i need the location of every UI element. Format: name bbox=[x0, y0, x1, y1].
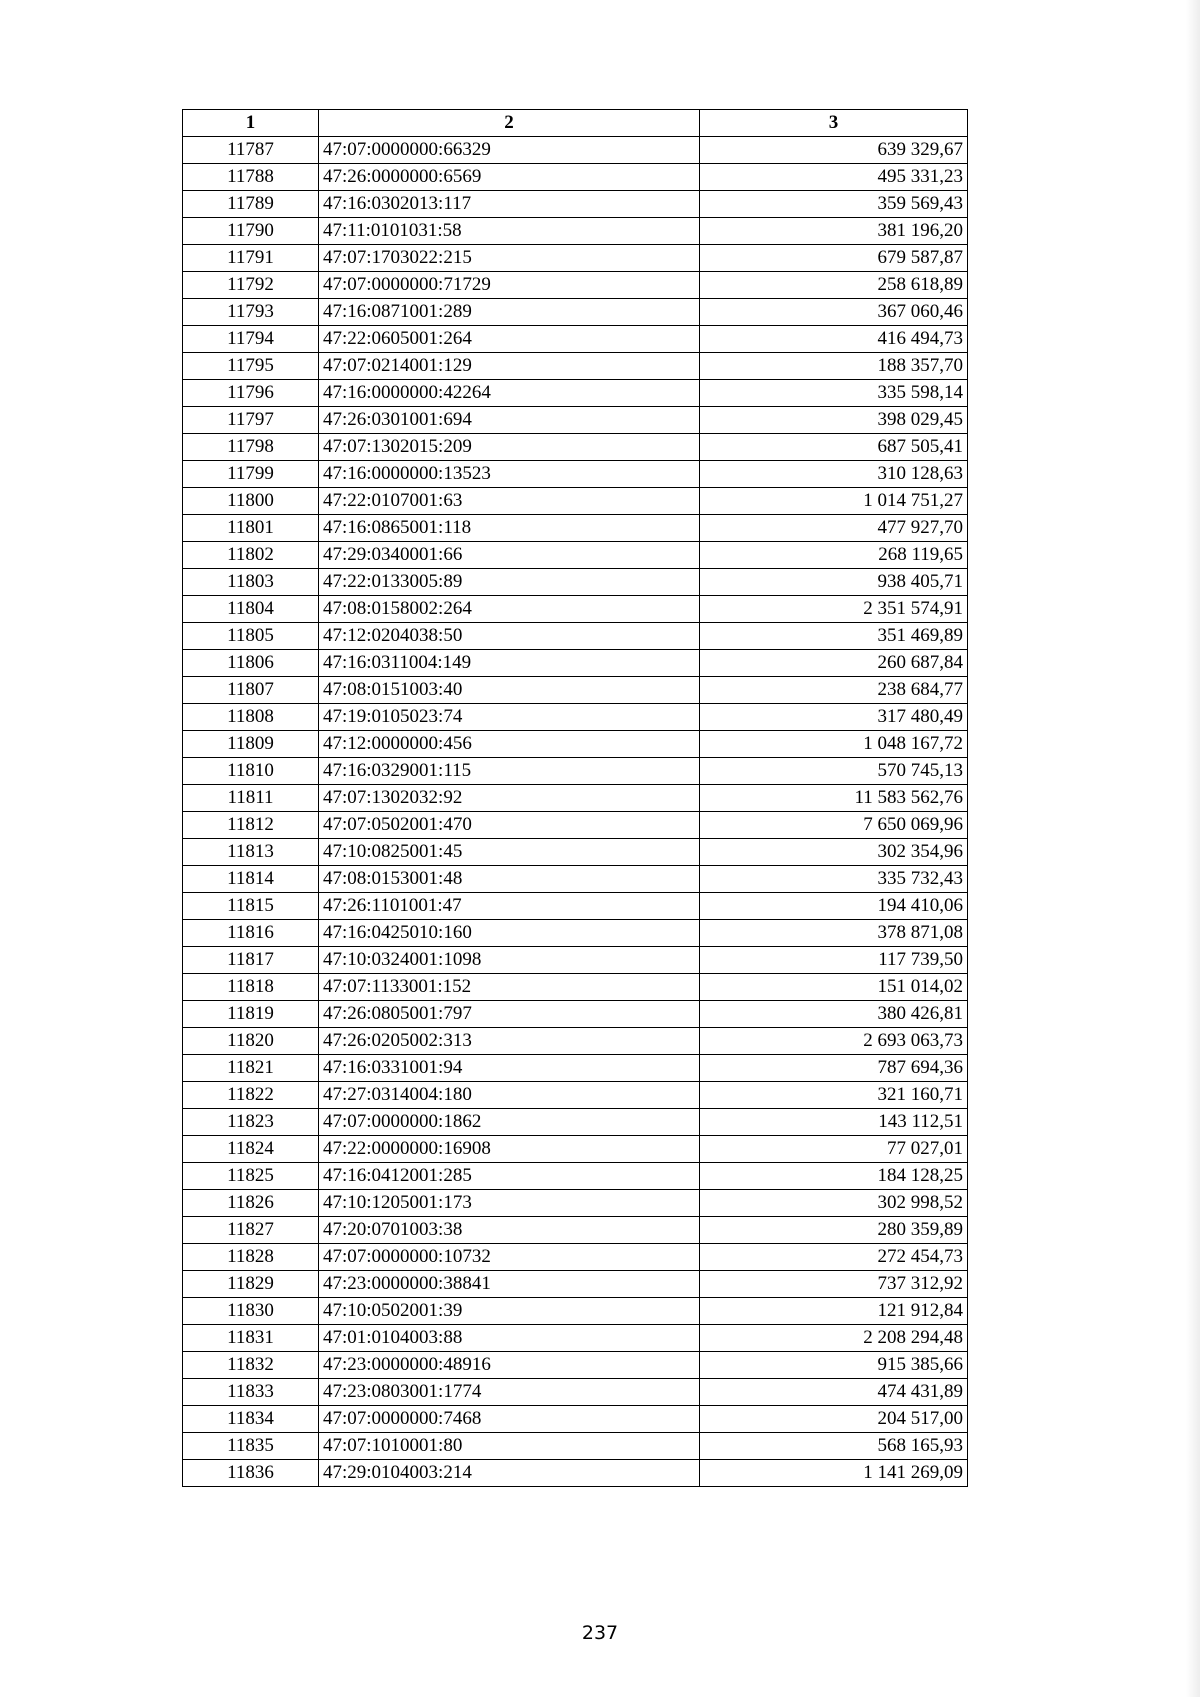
cadastral-number-cell: 47:07:0000000:66329 bbox=[319, 137, 700, 164]
cadastral-number-cell: 47:16:0871001:289 bbox=[319, 299, 700, 326]
cadastral-number-cell: 47:07:1010001:80 bbox=[319, 1433, 700, 1460]
value-cell: 570 745,13 bbox=[700, 758, 968, 785]
row-number-cell: 11812 bbox=[183, 812, 319, 839]
table-row bbox=[183, 1460, 968, 1487]
row-number-cell: 11821 bbox=[183, 1055, 319, 1082]
row-number-cell: 11814 bbox=[183, 866, 319, 893]
row-number-cell: 11804 bbox=[183, 596, 319, 623]
table-row bbox=[183, 839, 968, 866]
header-row bbox=[183, 110, 968, 137]
value-cell: 184 128,25 bbox=[700, 1163, 968, 1190]
table-row bbox=[183, 191, 968, 218]
value-cell: 7 650 069,96 bbox=[700, 812, 968, 839]
cadastral-number-cell: 47:16:0412001:285 bbox=[319, 1163, 700, 1190]
value-cell: 474 431,89 bbox=[700, 1379, 968, 1406]
cadastral-number-cell: 47:07:0000000:1862 bbox=[319, 1109, 700, 1136]
cadastral-number-cell: 47:10:0502001:39 bbox=[319, 1298, 700, 1325]
table-row bbox=[183, 407, 968, 434]
cadastral-number-cell: 47:08:0153001:48 bbox=[319, 866, 700, 893]
cadastral-number-cell: 47:19:0105023:74 bbox=[319, 704, 700, 731]
table-row bbox=[183, 623, 968, 650]
table-row bbox=[183, 1190, 968, 1217]
cadastral-number-cell: 47:22:0000000:16908 bbox=[319, 1136, 700, 1163]
value-cell: 398 029,45 bbox=[700, 407, 968, 434]
value-cell: 787 694,36 bbox=[700, 1055, 968, 1082]
value-cell: 1 141 269,09 bbox=[700, 1460, 968, 1487]
cadastral-number-cell: 47:27:0314004:180 bbox=[319, 1082, 700, 1109]
cadastral-number-cell: 47:10:1205001:173 bbox=[319, 1190, 700, 1217]
value-cell: 568 165,93 bbox=[700, 1433, 968, 1460]
row-number-cell: 11801 bbox=[183, 515, 319, 542]
table-row bbox=[183, 326, 968, 353]
table-row bbox=[183, 758, 968, 785]
value-cell: 938 405,71 bbox=[700, 569, 968, 596]
table-row bbox=[183, 461, 968, 488]
row-number-cell: 11799 bbox=[183, 461, 319, 488]
row-number-cell: 11805 bbox=[183, 623, 319, 650]
cadastral-number-cell: 47:08:0151003:40 bbox=[319, 677, 700, 704]
table-row bbox=[183, 515, 968, 542]
row-number-cell: 11820 bbox=[183, 1028, 319, 1055]
table-row bbox=[183, 1217, 968, 1244]
value-cell: 687 505,41 bbox=[700, 434, 968, 461]
table-row bbox=[183, 1028, 968, 1055]
cadastral-number-cell: 47:07:1302015:209 bbox=[319, 434, 700, 461]
column-header-1: 1 bbox=[183, 110, 319, 137]
table-row bbox=[183, 1055, 968, 1082]
page-edge-shadow bbox=[1186, 0, 1200, 1697]
table-row bbox=[183, 1352, 968, 1379]
column-header-3: 3 bbox=[700, 110, 968, 137]
value-cell: 117 739,50 bbox=[700, 947, 968, 974]
value-cell: 1 048 167,72 bbox=[700, 731, 968, 758]
table-body bbox=[183, 137, 968, 1487]
value-cell: 272 454,73 bbox=[700, 1244, 968, 1271]
row-number-cell: 11795 bbox=[183, 353, 319, 380]
table-row bbox=[183, 1109, 968, 1136]
row-number-cell: 11808 bbox=[183, 704, 319, 731]
table-row bbox=[183, 434, 968, 461]
cadastral-number-cell: 47:23:0803001:1774 bbox=[319, 1379, 700, 1406]
table-row bbox=[183, 1244, 968, 1271]
value-cell: 737 312,92 bbox=[700, 1271, 968, 1298]
table-row bbox=[183, 569, 968, 596]
cadastral-number-cell: 47:23:0000000:38841 bbox=[319, 1271, 700, 1298]
cadastral-number-cell: 47:26:0301001:694 bbox=[319, 407, 700, 434]
row-number-cell: 11834 bbox=[183, 1406, 319, 1433]
cadastral-number-cell: 47:26:1101001:47 bbox=[319, 893, 700, 920]
table-row bbox=[183, 1379, 968, 1406]
table-row bbox=[183, 218, 968, 245]
cadastral-number-cell: 47:16:0865001:118 bbox=[319, 515, 700, 542]
cadastral-number-cell: 47:11:0101031:58 bbox=[319, 218, 700, 245]
cadastral-number-cell: 47:16:0329001:115 bbox=[319, 758, 700, 785]
table-row bbox=[183, 812, 968, 839]
value-cell: 151 014,02 bbox=[700, 974, 968, 1001]
row-number-cell: 11809 bbox=[183, 731, 319, 758]
cadastral-number-cell: 47:07:1302032:92 bbox=[319, 785, 700, 812]
value-cell: 2 208 294,48 bbox=[700, 1325, 968, 1352]
page-number: 237 bbox=[581, 1622, 619, 1644]
cadastral-number-cell: 47:07:0000000:71729 bbox=[319, 272, 700, 299]
table-row bbox=[183, 299, 968, 326]
table-row bbox=[183, 947, 968, 974]
cadastral-number-cell: 47:26:0805001:797 bbox=[319, 1001, 700, 1028]
value-cell: 915 385,66 bbox=[700, 1352, 968, 1379]
value-cell: 143 112,51 bbox=[700, 1109, 968, 1136]
table-row bbox=[183, 1406, 968, 1433]
value-cell: 378 871,08 bbox=[700, 920, 968, 947]
row-number-cell: 11826 bbox=[183, 1190, 319, 1217]
row-number-cell: 11788 bbox=[183, 164, 319, 191]
value-cell: 2 693 063,73 bbox=[700, 1028, 968, 1055]
value-cell: 381 196,20 bbox=[700, 218, 968, 245]
value-cell: 121 912,84 bbox=[700, 1298, 968, 1325]
cadastral-number-cell: 47:22:0107001:63 bbox=[319, 488, 700, 515]
cadastral-number-cell: 47:26:0000000:6569 bbox=[319, 164, 700, 191]
value-cell: 258 618,89 bbox=[700, 272, 968, 299]
row-number-cell: 11832 bbox=[183, 1352, 319, 1379]
table-header bbox=[183, 110, 968, 137]
cadastral-number-cell: 47:16:0311004:149 bbox=[319, 650, 700, 677]
value-cell: 380 426,81 bbox=[700, 1001, 968, 1028]
cadastral-number-cell: 47:22:0605001:264 bbox=[319, 326, 700, 353]
row-number-cell: 11815 bbox=[183, 893, 319, 920]
value-cell: 477 927,70 bbox=[700, 515, 968, 542]
table-row bbox=[183, 1433, 968, 1460]
row-number-cell: 11824 bbox=[183, 1136, 319, 1163]
row-number-cell: 11810 bbox=[183, 758, 319, 785]
table-row bbox=[183, 353, 968, 380]
cadastral-number-cell: 47:08:0158002:264 bbox=[319, 596, 700, 623]
row-number-cell: 11833 bbox=[183, 1379, 319, 1406]
row-number-cell: 11803 bbox=[183, 569, 319, 596]
table-row bbox=[183, 542, 968, 569]
table-row bbox=[183, 1271, 968, 1298]
value-cell: 204 517,00 bbox=[700, 1406, 968, 1433]
row-number-cell: 11817 bbox=[183, 947, 319, 974]
table-row bbox=[183, 731, 968, 758]
row-number-cell: 11807 bbox=[183, 677, 319, 704]
table-row bbox=[183, 866, 968, 893]
value-cell: 11 583 562,76 bbox=[700, 785, 968, 812]
cadastral-number-cell: 47:07:0000000:7468 bbox=[319, 1406, 700, 1433]
row-number-cell: 11790 bbox=[183, 218, 319, 245]
row-number-cell: 11791 bbox=[183, 245, 319, 272]
row-number-cell: 11818 bbox=[183, 974, 319, 1001]
table-row bbox=[183, 1298, 968, 1325]
cadastral-number-cell: 47:16:0302013:117 bbox=[319, 191, 700, 218]
table-row bbox=[183, 1163, 968, 1190]
row-number-cell: 11836 bbox=[183, 1460, 319, 1487]
cadastral-number-cell: 47:07:0000000:10732 bbox=[319, 1244, 700, 1271]
table-row bbox=[183, 596, 968, 623]
table-row bbox=[183, 704, 968, 731]
table-row bbox=[183, 1001, 968, 1028]
data-table bbox=[182, 109, 968, 1487]
row-number-cell: 11811 bbox=[183, 785, 319, 812]
value-cell: 359 569,43 bbox=[700, 191, 968, 218]
value-cell: 416 494,73 bbox=[700, 326, 968, 353]
value-cell: 679 587,87 bbox=[700, 245, 968, 272]
cadastral-number-cell: 47:23:0000000:48916 bbox=[319, 1352, 700, 1379]
cadastral-number-cell: 47:10:0825001:45 bbox=[319, 839, 700, 866]
cadastral-number-cell: 47:29:0340001:66 bbox=[319, 542, 700, 569]
row-number-cell: 11829 bbox=[183, 1271, 319, 1298]
row-number-cell: 11787 bbox=[183, 137, 319, 164]
cadastral-number-cell: 47:07:0214001:129 bbox=[319, 353, 700, 380]
table-row bbox=[183, 1082, 968, 1109]
row-number-cell: 11823 bbox=[183, 1109, 319, 1136]
table-row bbox=[183, 785, 968, 812]
cadastral-number-cell: 47:07:1703022:215 bbox=[319, 245, 700, 272]
value-cell: 310 128,63 bbox=[700, 461, 968, 488]
value-cell: 77 027,01 bbox=[700, 1136, 968, 1163]
value-cell: 188 357,70 bbox=[700, 353, 968, 380]
table-row bbox=[183, 488, 968, 515]
value-cell: 280 359,89 bbox=[700, 1217, 968, 1244]
cadastral-number-cell: 47:16:0425010:160 bbox=[319, 920, 700, 947]
row-number-cell: 11816 bbox=[183, 920, 319, 947]
cadastral-number-cell: 47:22:0133005:89 bbox=[319, 569, 700, 596]
table-row bbox=[183, 245, 968, 272]
table-row bbox=[183, 920, 968, 947]
cadastral-number-cell: 47:10:0324001:1098 bbox=[319, 947, 700, 974]
row-number-cell: 11835 bbox=[183, 1433, 319, 1460]
cadastral-number-cell: 47:12:0000000:456 bbox=[319, 731, 700, 758]
row-number-cell: 11831 bbox=[183, 1325, 319, 1352]
table-row bbox=[183, 1325, 968, 1352]
value-cell: 1 014 751,27 bbox=[700, 488, 968, 515]
cadastral-number-cell: 47:16:0000000:42264 bbox=[319, 380, 700, 407]
table-row bbox=[183, 380, 968, 407]
cadastral-number-cell: 47:16:0000000:13523 bbox=[319, 461, 700, 488]
table-row bbox=[183, 272, 968, 299]
row-number-cell: 11822 bbox=[183, 1082, 319, 1109]
row-number-cell: 11819 bbox=[183, 1001, 319, 1028]
cadastral-number-cell: 47:16:0331001:94 bbox=[319, 1055, 700, 1082]
value-cell: 302 998,52 bbox=[700, 1190, 968, 1217]
value-cell: 2 351 574,91 bbox=[700, 596, 968, 623]
row-number-cell: 11798 bbox=[183, 434, 319, 461]
value-cell: 367 060,46 bbox=[700, 299, 968, 326]
row-number-cell: 11830 bbox=[183, 1298, 319, 1325]
row-number-cell: 11794 bbox=[183, 326, 319, 353]
cadastral-number-cell: 47:07:1133001:152 bbox=[319, 974, 700, 1001]
value-cell: 317 480,49 bbox=[700, 704, 968, 731]
cadastral-number-cell: 47:01:0104003:88 bbox=[319, 1325, 700, 1352]
table-row bbox=[183, 677, 968, 704]
row-number-cell: 11793 bbox=[183, 299, 319, 326]
table-row bbox=[183, 650, 968, 677]
value-cell: 495 331,23 bbox=[700, 164, 968, 191]
row-number-cell: 11806 bbox=[183, 650, 319, 677]
row-number-cell: 11802 bbox=[183, 542, 319, 569]
cadastral-number-cell: 47:29:0104003:214 bbox=[319, 1460, 700, 1487]
table-row bbox=[183, 893, 968, 920]
value-cell: 351 469,89 bbox=[700, 623, 968, 650]
value-cell: 194 410,06 bbox=[700, 893, 968, 920]
row-number-cell: 11813 bbox=[183, 839, 319, 866]
value-cell: 321 160,71 bbox=[700, 1082, 968, 1109]
value-cell: 260 687,84 bbox=[700, 650, 968, 677]
row-number-cell: 11792 bbox=[183, 272, 319, 299]
row-number-cell: 11800 bbox=[183, 488, 319, 515]
table-row bbox=[183, 164, 968, 191]
table-row bbox=[183, 1136, 968, 1163]
value-cell: 302 354,96 bbox=[700, 839, 968, 866]
value-cell: 238 684,77 bbox=[700, 677, 968, 704]
row-number-cell: 11797 bbox=[183, 407, 319, 434]
cadastral-number-cell: 47:26:0205002:313 bbox=[319, 1028, 700, 1055]
table-row bbox=[183, 974, 968, 1001]
value-cell: 335 732,43 bbox=[700, 866, 968, 893]
value-cell: 335 598,14 bbox=[700, 380, 968, 407]
row-number-cell: 11827 bbox=[183, 1217, 319, 1244]
row-number-cell: 11828 bbox=[183, 1244, 319, 1271]
cadastral-number-cell: 47:07:0502001:470 bbox=[319, 812, 700, 839]
row-number-cell: 11796 bbox=[183, 380, 319, 407]
row-number-cell: 11825 bbox=[183, 1163, 319, 1190]
cadastral-number-cell: 47:12:0204038:50 bbox=[319, 623, 700, 650]
value-cell: 639 329,67 bbox=[700, 137, 968, 164]
column-header-2: 2 bbox=[319, 110, 700, 137]
cadastral-number-cell: 47:20:0701003:38 bbox=[319, 1217, 700, 1244]
table-row bbox=[183, 137, 968, 164]
value-cell: 268 119,65 bbox=[700, 542, 968, 569]
row-number-cell: 11789 bbox=[183, 191, 319, 218]
